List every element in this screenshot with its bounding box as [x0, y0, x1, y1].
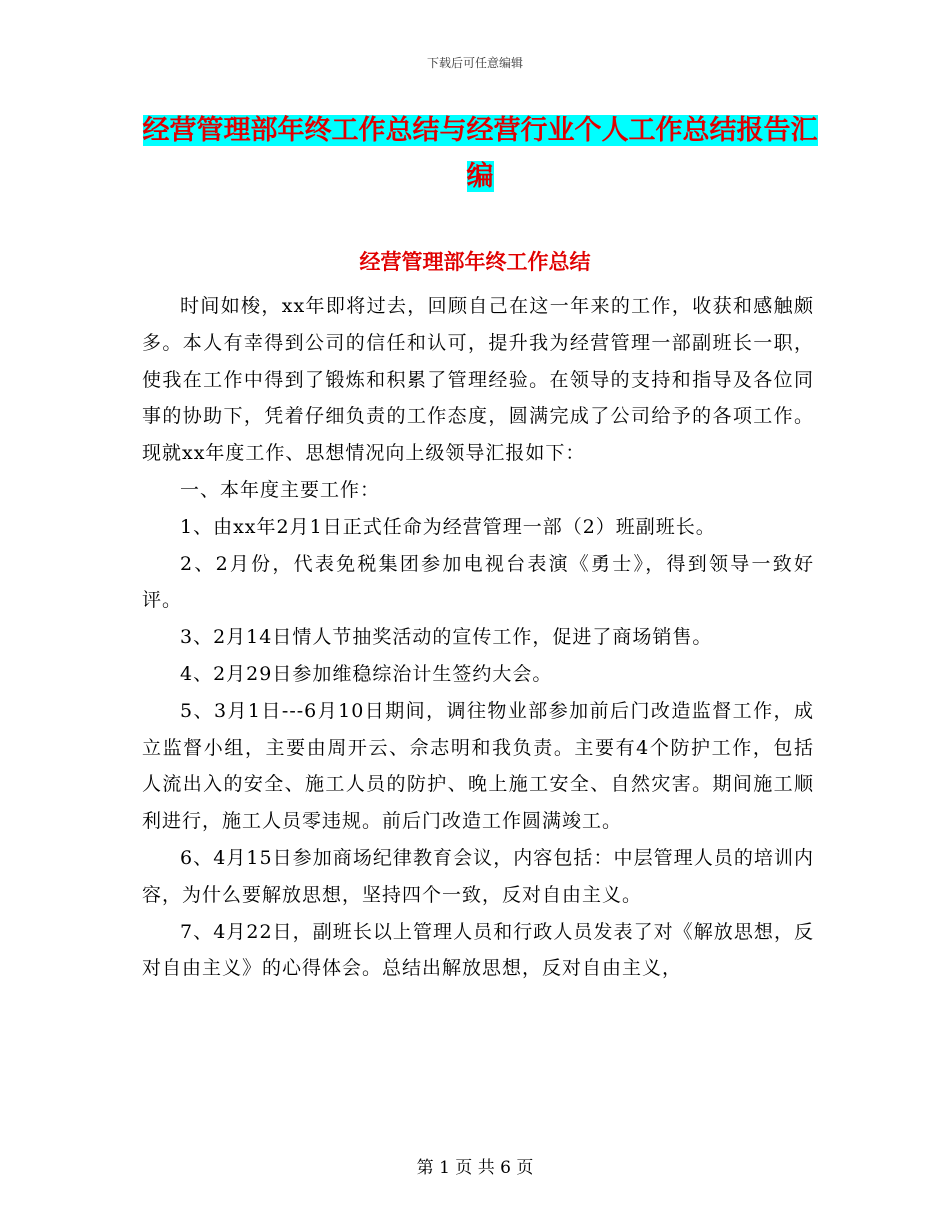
section-title: 经营管理部年终工作总结 [359, 250, 591, 274]
document-title [140, 108, 820, 200]
paragraph: 2、2月份，代表免税集团参加电视台表演《勇士》，得到领导一致好评。 [142, 552, 814, 612]
paragraph: 一、本年度主要工作： [180, 478, 381, 501]
paragraph: 6、4月15日参加商场纪律教育会议，内容包括：中层管理人员的培训内容，为什么要解放思想，坚持四个一致，反对自由主义。 [142, 846, 814, 906]
paragraph: 4、2月29日参加维稳综治计生签约大会。 [180, 662, 553, 685]
paragraph: 5、3月1日---6月10日期间，调往物业部参加前后门改造监督工作，成立监督小组，主要由周开云、佘志明和我负责。主要有4个防护工作，包括人流出入的安全、施工人员的防护、晚上施工安全、自然灾害。期间施工顺利进行，施工人员零违规。前后门改造工作圆满竣工。 [142, 699, 814, 833]
document-body [142, 288, 814, 987]
paragraph: 3、2月14日情人节抽奖活动的宣传工作，促进了商场销售。 [180, 626, 713, 649]
document-title-text: 经营管理部年终工作总结与经营行业个人工作总结报告汇编 [142, 115, 818, 192]
page-header-note: 下载后可任意编辑 [426, 56, 523, 70]
paragraph: 时间如梭，xx年即将过去，回顾自己在这一年来的工作，收获和感触颇多。本人有幸得到公司的信任和认可，提升我为经营管理一部副班长一职，使我在工作中得到了锻炼和积累了管理经验。在领导的支持和指导及各位同事的协助下，凭着仔细负责的工作态度，圆满完成了公司给予的各项工作。现就xx年度工作、思想情况向上级领导汇报如下： [142, 295, 814, 465]
page-footer: 第 1 页 共 6 页 [416, 1158, 534, 1178]
paragraph: 1、由xx年2月1日正式任命为经营管理一部（2）班副班长。 [180, 515, 716, 538]
paragraph: 7、4月22日，副班长以上管理人员和行政人员发表了对《解放思想，反对自由主义》的心得体会。总结出解放思想，反对自由主义， [142, 920, 814, 980]
